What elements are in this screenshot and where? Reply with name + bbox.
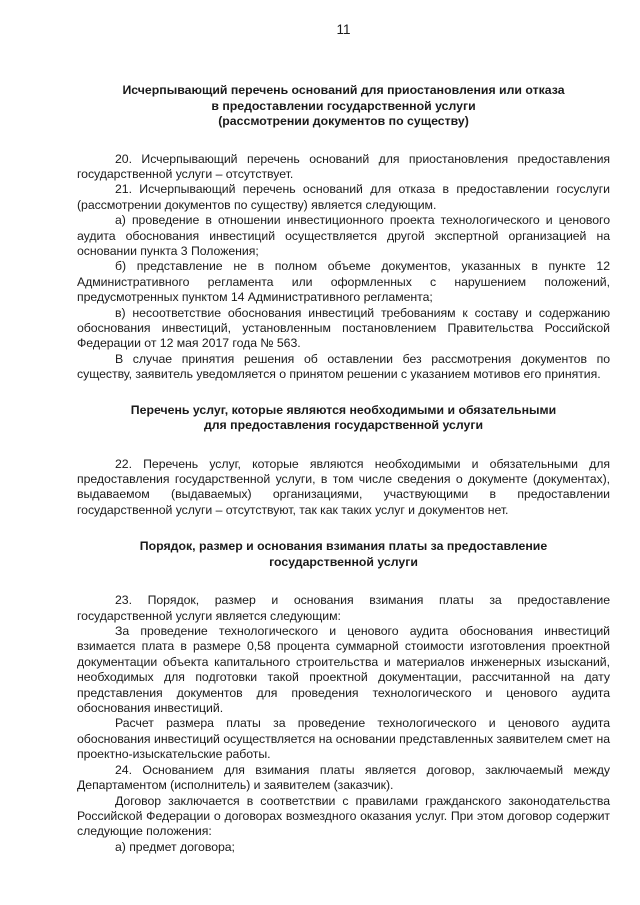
paragraph-21-a: а) проведение в отношении инвестиционного проекта технологического и ценового аудита обоснования инвестиций осуществляется другой экспертной организацией на основании пункта 3 Положения; <box>77 213 610 258</box>
paragraph-notification: В случае принятия решения об оставлении без рассмотрения документов по существу, заявитель уведомляется о принятом решении с указанием мотивов его принятия. <box>77 351 610 382</box>
paragraph-20: 20. Исчерпывающий перечень оснований для приостановления предоставления государственной услуги – отсутствует. <box>77 151 610 181</box>
paragraph-21-v: в) несоответствие обоснования инвестиций требованиям к составу и содержанию обоснования инвестиций, установленным постановлением Правительства Российской Федерации от 12 мая 2017 года № 563. <box>77 305 610 351</box>
heading-line: государственной услуги <box>269 554 418 569</box>
section-heading-required-services <box>77 403 610 434</box>
section-heading-fees <box>77 539 610 570</box>
paragraph-21-b: б) представление не в полном объеме документов, указанных в пункте 12 Административного регламента или оформленных с нарушением положений, предусмотренных пунктом 14 Административного регламента; <box>77 259 610 305</box>
paragraph-24: 24. Основанием для взимания платы является договор, заключаемый между Департаментом (исполнитель) и заявителем (заказчик). <box>77 762 610 793</box>
paragraph-23: 23. Порядок, размер и основания взимания платы за предоставление государственной услуги является следующим: <box>77 593 610 623</box>
section-heading-suspension-refusal <box>77 83 610 130</box>
page-number: 11 <box>336 22 351 37</box>
heading-line: Исчерпывающий перечень оснований для приостановления или отказа <box>122 83 565 97</box>
paragraph-fee-calculation: Расчет размера платы за проведение технологического и ценового аудита обоснования инвестиций осуществляется на основании представленных заявителем смет на проектно-изыскательские работы. <box>77 716 610 762</box>
paragraph-22: 22. Перечень услуг, которые являются необходимыми и обязательными для предоставления государственной услуги, в том числе сведения о документе (документах), выдаваемом (выдаваемых) организациями, участвующими в предоставлении государственной услуги – отсутствуют, так как таких услуг и документов нет. <box>77 456 610 517</box>
heading-line: (рассмотрении документов по существу) <box>218 114 469 128</box>
heading-line: Перечень услуг, которые являются необходимыми и обязательными <box>130 402 557 417</box>
heading-line: для предоставления государственной услуги <box>203 418 484 433</box>
paragraph-contract-a: а) предмет договора; <box>115 839 235 854</box>
section-body-required-services <box>77 457 610 519</box>
paragraph-contract: Договор заключается в соответствии с правилами гражданского законодательства Российской Федерации о договорах возмездного оказания услуг. При этом договор содержит следующие положения: <box>77 793 610 839</box>
heading-line: в предоставлении государственной услуги <box>211 98 476 113</box>
paragraph-21: 21. Исчерпывающий перечень оснований для отказа в предоставлении госуслуги (рассмотрении документов по существу) является следующим. <box>77 182 610 212</box>
section-body-fees <box>77 593 610 855</box>
section-body-suspension-refusal <box>77 152 610 383</box>
heading-line: Порядок, размер и основания взимания платы за предоставление <box>139 539 548 554</box>
paragraph-fee-amount: За проведение технологического и ценового аудита обоснования инвестиций взимается плата в размере 0,58 процента суммарной стоимости изготовления проектной документации объекта капитального строительства и материалов инженерных изысканий, необходимых для подготовки такой проектной документации, рассчитанной на дату представления документов для проведения технологического и ценового аудита обоснования инвестиций. <box>77 624 610 716</box>
